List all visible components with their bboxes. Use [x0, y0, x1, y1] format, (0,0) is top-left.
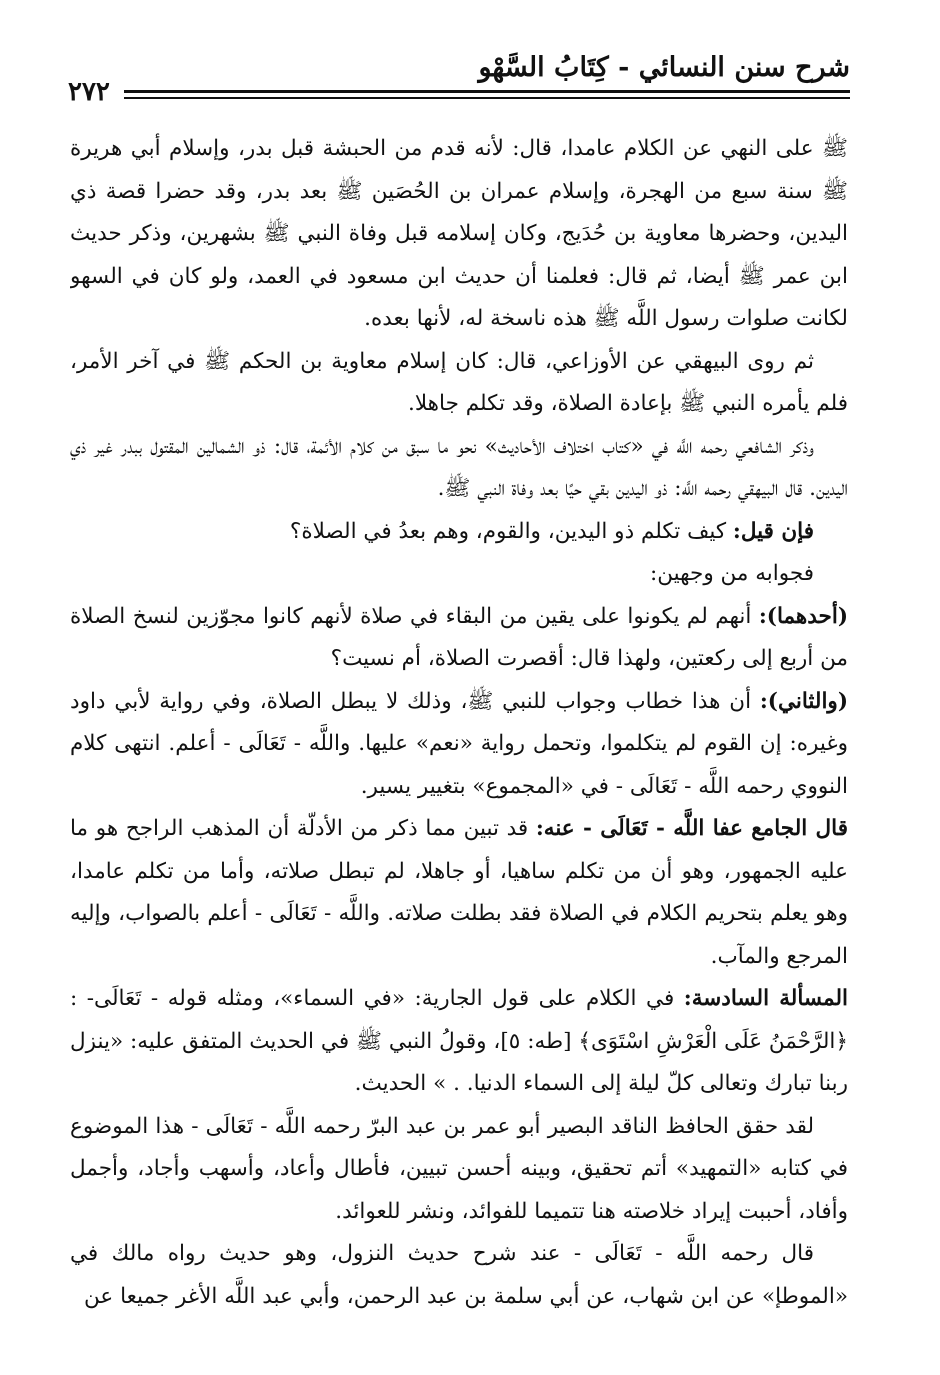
paragraph-lead: فإن قيل:: [732, 518, 814, 544]
paragraph-text: وذكر الشافعي رحمه اللَّه في «كتاب اختلاف الأحاديث» نحو ما سبق من كلام الأئمة، قال: ذو الشمالين المقتول ببدر غير ذي اليدين. قال البيهقي رحمه اللَّه: ذو اليدين بقي حيًا بعد وفاة النبي ﷺ.: [70, 433, 848, 501]
header-title: شرح سنن النسائي - كِتَابُ السَّهْو: [478, 52, 850, 83]
paragraph-lead: (أحدهما):: [758, 603, 848, 629]
paragraph: [70, 596, 848, 681]
paragraph-lead: قال الجامع عفا اللَّه - تَعَالَى - عنه:: [535, 816, 848, 841]
page-number: ٢٧٢: [68, 74, 124, 110]
paragraph-lead: (والثاني):: [759, 688, 848, 714]
paragraph: [70, 1233, 848, 1318]
paragraph-lead: المسألة السادسة:: [683, 986, 848, 1011]
paragraph-text: أن هذا خطاب وجواب للنبي ﷺ، وذلك لا يبطل الصلاة، وفي رواية لأبي داود وغيره: إن القوم لم يتكلموا، وتحمل رواية «نعم» عليها. واللَّه - تَعَالَى - أعلم. انتهى كلام النووي رحمه اللَّه - تَعَالَى - في «المجموع» بتغيير يسير.: [70, 688, 848, 799]
paragraph-text: قال رحمه اللَّه - تَعَالَى - عند شرح حديث النزول، وهو حديث رواه مالك في «الموطإ» عن ابن شهاب، عن أبي سلمة بن عبد الرحمن، وأبي عبد اللَّه الأغر جميعا عن: [70, 1241, 848, 1309]
paragraph: [70, 128, 848, 341]
paragraph-text: ثم روى البيهقي عن الأوزاعي، قال: كان إسلام معاوية بن الحكم ﷺ في آخر الأمر، فلم يأمره النبي ﷺ بإعادة الصلاة، وقد تكلم جاهلا.: [70, 348, 848, 416]
header-rule-thin: [68, 97, 850, 99]
paragraph-text: في الكلام على قول الجارية: «في السماء»، ومثله قوله - تَعَالَى- : ﴿الرَّحْمَنُ عَلَى الْعَرْشِ اسْتَوَى﴾ [طه: ٥]، وقولُ النبي ﷺ في الحديث المتفق عليه: «ينزل ربنا تبارك وتعالى كلّ ليلة إلى السماء الدنيا. . » الحديث.: [70, 986, 848, 1096]
running-header: [68, 52, 850, 114]
paragraph: [70, 808, 848, 978]
paragraph: [70, 511, 848, 554]
paragraph-text: أنهم لم يكونوا على يقين من البقاء في صلاة لأنهم كانوا مجوّزين لنسخ الصلاة من أربع إلى ركعتين، ولهذا قال: أقصرت الصلاة، أم نسيت؟: [70, 603, 848, 671]
header-rule-thick: [68, 90, 850, 93]
paragraph: [70, 978, 848, 1106]
paragraph-text: قد تبين مما ذكر من الأدلّة أن المذهب الراجح هو ما عليه الجمهور، وهو أن من تكلم ساهيا، أو جاهلا، لم تبطل صلاته، وأما من تكلم عامدا، وهو يعلم بتحريم الكلام في الصلاة فقد بطلت صلاته. واللَّه - تَعَالَى - أعلم بالصواب، وإليه المرجع والمآب.: [70, 816, 848, 969]
paragraph-text: فجوابه من وجهين:: [650, 561, 814, 586]
page-body: [70, 128, 848, 1338]
paragraph-text: ﷺ على النهي عن الكلام عامدا، قال: لأنه قدم من الحبشة قبل بدر، وإسلام أبي هريرة ﷺ سنة سبع من الهجرة، وإسلام عمران بن الحُصَين ﷺ بعد بدر، وقد حضرا قصة ذي اليدين، وحضرها معاوية بن حُدَيج، وكان إسلامه قبل وفاة النبي ﷺ بشهرين، وذكر حديث ابن عمر ﷺ أيضا، ثم قال: فعلمنا أن حديث ابن مسعود في العمد، ولو كان في السهو لكانت صلوات رسول اللَّه ﷺ هذه ناسخة له، لأنها بعده.: [70, 136, 848, 331]
paragraph-text: لقد حقق الحافظ الناقد البصير أبو عمر بن عبد البرّ رحمه اللَّه - تَعَالَى - هذا الموضوع في كتابه «التمهيد» أتم تحقيق، وبينه أحسن تبيين، فأطال وأعاد، وأسهب وأجاد، وأجمل وأفاد، أحببت إيراد خلاصته هنا تتميما للفوائد، ونشر للعوائد.: [70, 1113, 848, 1224]
paragraph: [70, 426, 848, 511]
paragraph: [70, 681, 848, 809]
paragraph: [70, 553, 848, 596]
paragraph: [70, 341, 848, 426]
paragraph: [70, 1106, 848, 1234]
paragraph-text: كيف تكلم ذو اليدين، والقوم، وهم بعدُ في الصلاة؟: [289, 518, 733, 544]
